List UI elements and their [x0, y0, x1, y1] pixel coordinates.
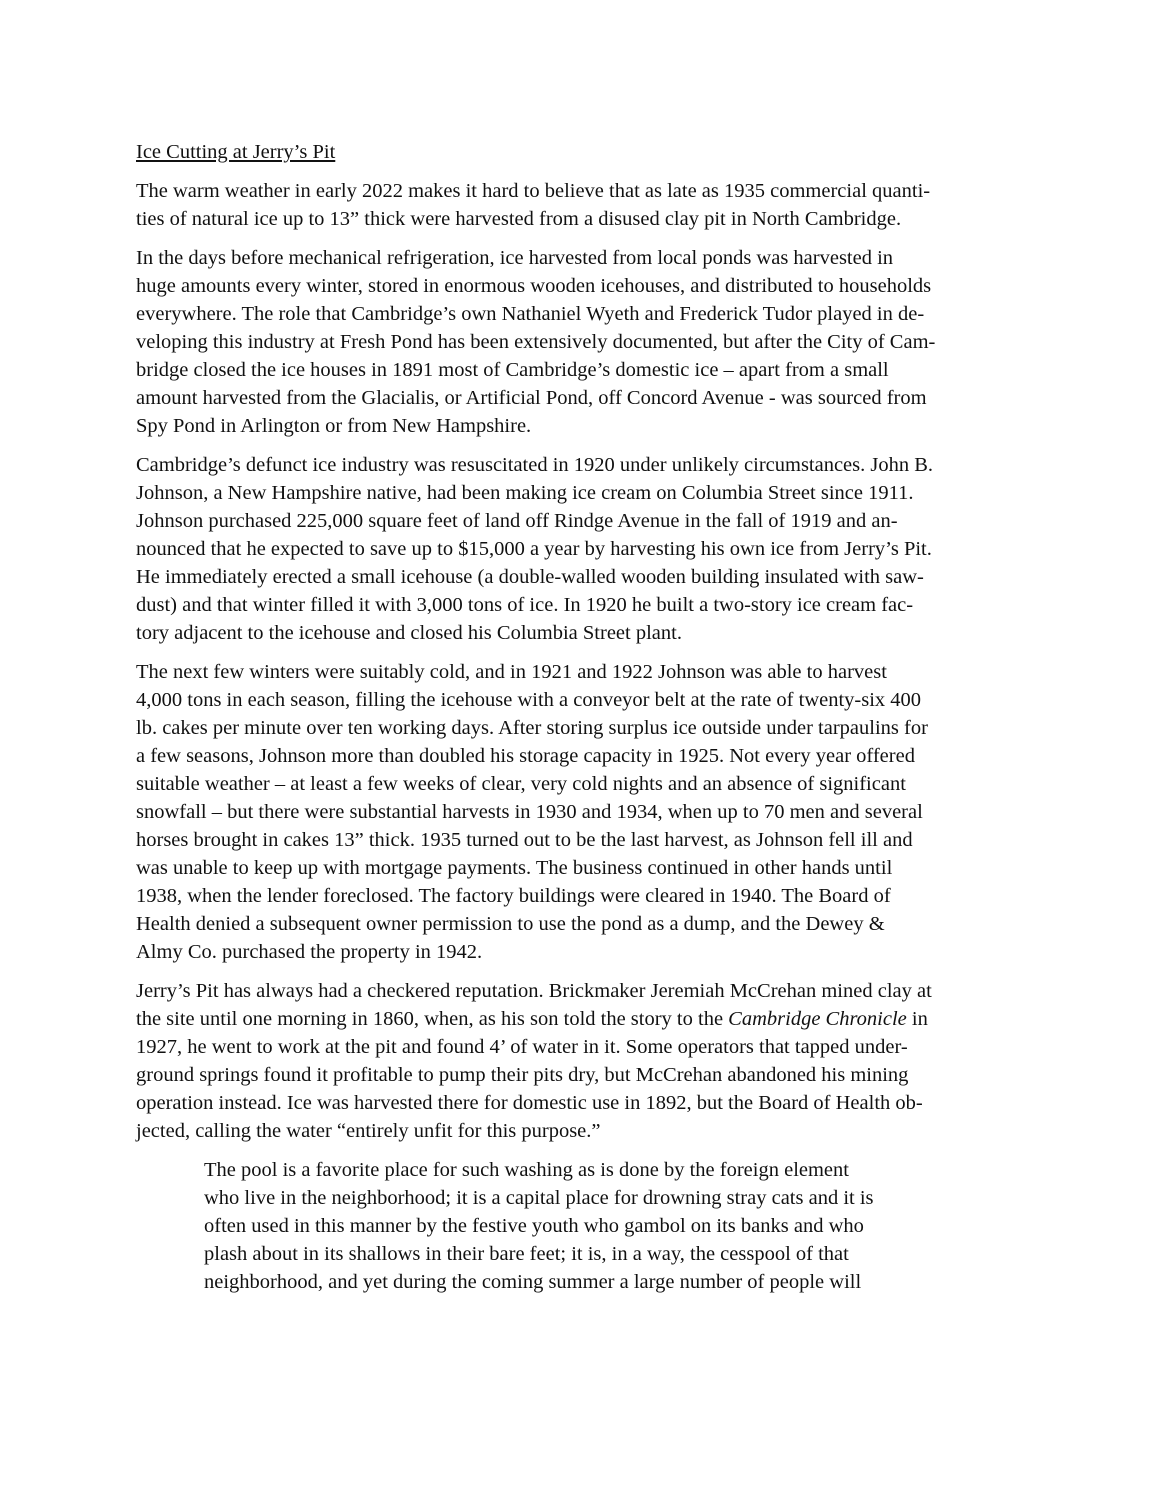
quote-line: neighborhood, and yet during the coming summer a large number of people will [204, 1271, 862, 1293]
paragraph-johnson [136, 451, 1036, 647]
text-line: He immediately erected a small icehouse (a double-walled wooden building insulated with saw- [136, 566, 924, 588]
text-line: was unable to keep up with mortgage payments. The business continued in other hands until [136, 857, 893, 879]
text-line: Almy Co. purchased the property in 1942. [136, 941, 483, 963]
text-line: ties of natural ice up to 13” thick were harvested from a disused clay pit in North Cambridge. [136, 208, 902, 230]
paragraph-harvests [136, 658, 1036, 966]
text-line: 4,000 tons in each season, filling the icehouse with a conveyor belt at the rate of twenty-six 400 [136, 689, 922, 711]
publication-title: Cambridge Chronicle [728, 1008, 907, 1030]
text-line: amount harvested from the Glacialis, or Artificial Pond, off Concord Avenue - was sourced from [136, 387, 927, 409]
text-line: nounced that he expected to save up to $15,000 a year by harvesting his own ice from Jerry’s Pit. [136, 538, 932, 560]
text-line: 1927, he went to work at the pit and found 4’ of water in it. Some operators that tapped under- [136, 1036, 908, 1058]
text-line [136, 1005, 1036, 1033]
text-line: The warm weather in early 2022 makes it hard to believe that as late as 1935 commercial quanti- [136, 180, 931, 202]
text-line: dust) and that winter filled it with 3,000 tons of ice. In 1920 he built a two-story ice cream fac- [136, 594, 914, 616]
text-line: Johnson, a New Hampshire native, had been making ice cream on Columbia Street since 1911. [136, 482, 914, 504]
text-line: lb. cakes per minute over ten working days. After storing surplus ice outside under tarpaulins for [136, 717, 928, 739]
text-line: Jerry’s Pit has always had a checkered reputation. Brickmaker Jeremiah McCrehan mined clay at [136, 980, 932, 1002]
text-line: a few seasons, Johnson more than doubled his storage capacity in 1925. Not every year offered [136, 745, 915, 767]
quote-line: often used in this manner by the festive youth who gambol on its banks and who [204, 1215, 864, 1237]
text-line: The next few winters were suitably cold, and in 1921 and 1922 Johnson was able to harvest [136, 661, 887, 683]
text-line: everywhere. The role that Cambridge’s own Nathaniel Wyeth and Frederick Tudor played in de- [136, 303, 925, 325]
text-line: bridge closed the ice houses in 1891 most of Cambridge’s domestic ice – apart from a small [136, 359, 889, 381]
text-line: huge amounts every winter, stored in enormous wooden icehouses, and distributed to households [136, 275, 932, 297]
text-line: veloping this industry at Fresh Pond has been extensively documented, but after the City of Cam- [136, 331, 936, 353]
quote-line: plash about in its shallows in their bare feet; it is, in a way, the cesspool of that [204, 1243, 849, 1265]
text-line: Spy Pond in Arlington or from New Hampshire. [136, 415, 532, 437]
paragraph-intro [136, 177, 1036, 233]
text-line: tory adjacent to the icehouse and closed his Columbia Street plant. [136, 622, 682, 644]
text-line: 1938, when the lender foreclosed. The factory buildings were cleared in 1940. The Board of [136, 885, 891, 907]
quote-line: The pool is a favorite place for such washing as is done by the foreign element [204, 1159, 849, 1181]
text-line: ground springs found it profitable to pump their pits dry, but McCrehan abandoned his mining [136, 1064, 909, 1086]
text-line: suitable weather – at least a few weeks of clear, very cold nights and an absence of significant [136, 773, 906, 795]
text-segment: in [906, 1008, 928, 1030]
document-title: Ice Cutting at Jerry’s Pit [136, 141, 336, 163]
block-quote [204, 1156, 1036, 1296]
text-line: Johnson purchased 225,000 square feet of land off Rindge Avenue in the fall of 1919 and an- [136, 510, 898, 532]
text-segment: the site until one morning in 1860, when, as his son told the story to the [136, 1008, 729, 1030]
paragraph-reputation [136, 977, 1036, 1145]
text-line: snowfall – but there were substantial harvests in 1930 and 1934, when up to 70 men and several [136, 801, 923, 823]
quote-line: who live in the neighborhood; it is a capital place for drowning stray cats and it is [204, 1187, 874, 1209]
text-line: Health denied a subsequent owner permission to use the pond as a dump, and the Dewey & [136, 913, 885, 935]
document-page [136, 138, 1036, 1296]
text-line: horses brought in cakes 13” thick. 1935 turned out to be the last harvest, as Johnson fell ill and [136, 829, 913, 851]
text-line: Cambridge’s defunct ice industry was resuscitated in 1920 under unlikely circumstances. John B. [136, 454, 934, 476]
text-line: jected, calling the water “entirely unfit for this purpose.” [136, 1120, 601, 1142]
paragraph-history [136, 244, 1036, 440]
text-line: In the days before mechanical refrigeration, ice harvested from local ponds was harvested in [136, 247, 894, 269]
text-line: operation instead. Ice was harvested there for domestic use in 1892, but the Board of Health ob- [136, 1092, 923, 1114]
